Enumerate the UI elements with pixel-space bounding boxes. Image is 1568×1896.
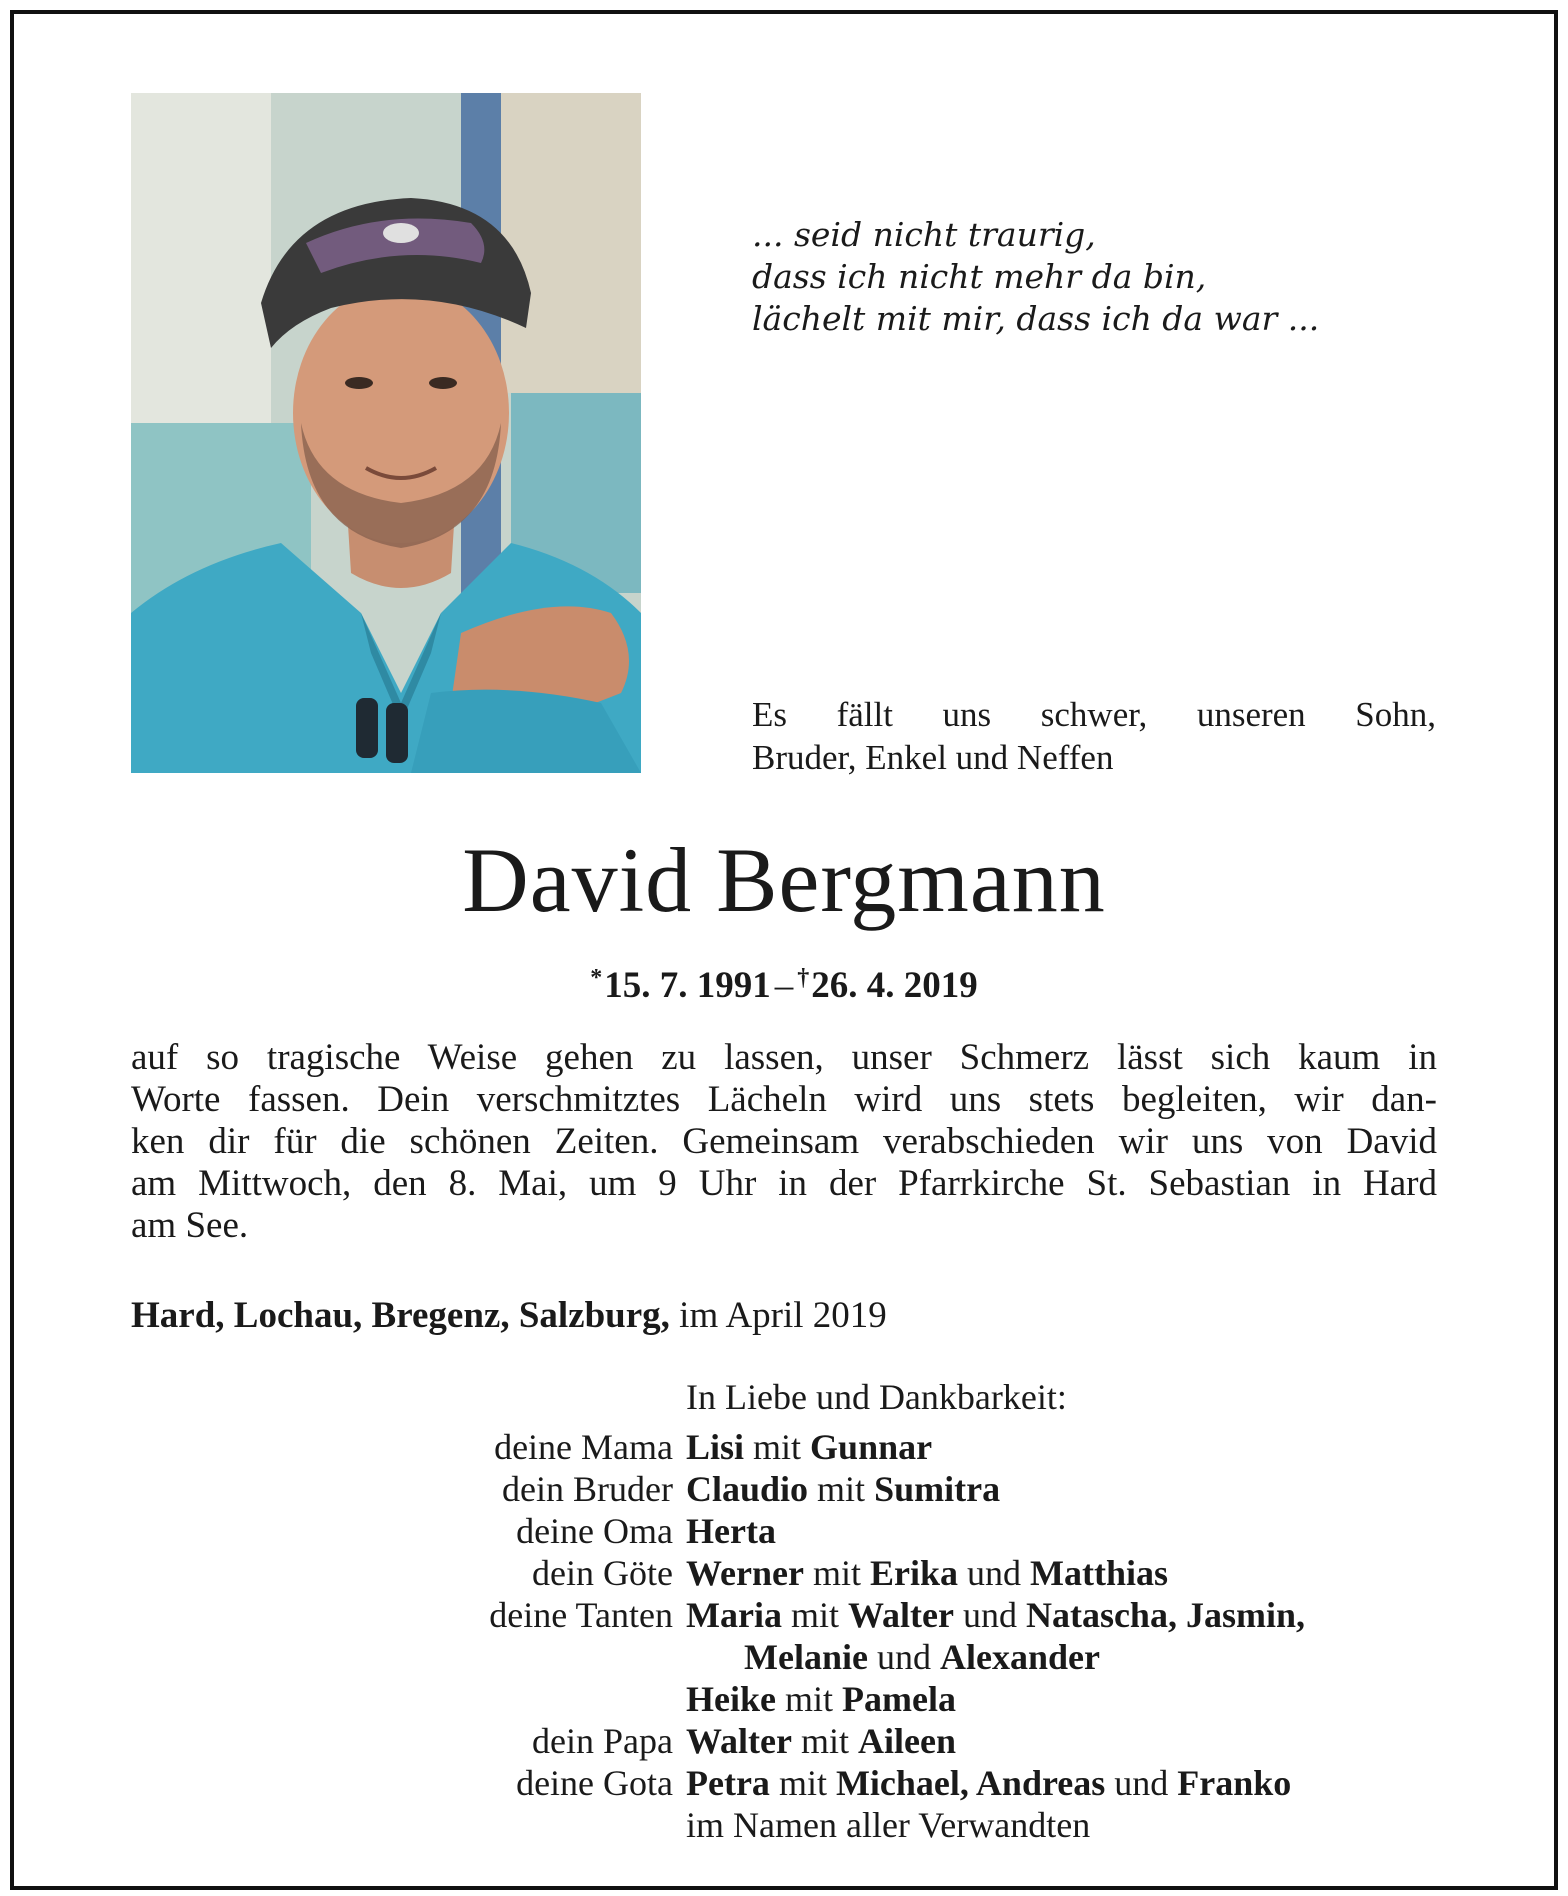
body-line: am See. [131,1205,249,1246]
death-date: 26. 4. 2019 [811,965,978,1006]
family-member-name: Michael, Andreas [835,1763,1106,1803]
family-names [686,1426,932,1468]
family-member-name: Walter [686,1721,792,1761]
signature-row [0,1804,1568,1846]
family-member-name: Petra [686,1763,770,1803]
quote-line: dass ich nicht mehr da bin, [752,257,1207,296]
connector-text: mit [769,1763,836,1803]
family-names [686,1594,1305,1636]
connector-text: und [957,1553,1030,1593]
connector-text: mit [781,1595,848,1635]
connector-text: im Namen aller Verwandten [686,1805,1091,1845]
relation-label: dein Bruder [502,1469,673,1509]
intro-text [752,693,1436,779]
relation-label: dein Göte [532,1553,673,1593]
family-member-name: Herta [686,1511,776,1551]
connector-text: mit [803,1553,870,1593]
family-names [686,1510,776,1552]
relation-label: deine Gota [516,1763,673,1803]
signature-row [0,1678,1568,1720]
date-separator: – [774,965,794,1006]
family-member-name: Werner [686,1553,804,1593]
family-names [744,1636,1100,1678]
signature-heading: In Liebe und Dankbarkeit: [686,1377,1067,1417]
relation-label: deine Oma [516,1511,673,1551]
family-names [686,1762,1291,1804]
signature-row [0,1594,1568,1636]
family-member-name: Pamela [842,1679,956,1719]
family-member-name: Claudio [686,1469,809,1509]
family-member-name: Aileen [857,1721,956,1761]
connector-text: und [1105,1763,1178,1803]
signature-row [0,1762,1568,1804]
family-member-name: Alexander [939,1637,1100,1677]
death-symbol: † [797,965,810,991]
body-line: auf so tragische Weise gehen zu lassen, unser Schmerz lässt sich kaum in [131,1037,1437,1078]
family-names [686,1720,956,1762]
quote-line: lächelt mit mir, dass ich da war ... [752,299,1320,338]
deceased-name: David Bergmann [462,829,1106,931]
family-member-name: Sumitra [874,1469,1001,1509]
family-member-name: Maria [686,1595,782,1635]
life-dates [0,955,1568,1009]
connector-text: mit [791,1721,858,1761]
body-line: am Mittwoch, den 8. Mai, um 9 Uhr in der Pfarrkirche St. Sebastian in Hard [131,1163,1437,1204]
signature-row [0,1468,1568,1510]
body-line: ken dir für die schönen Zeiten. Gemeinsam verabschieden wir uns von David [131,1121,1437,1162]
relation-label: deine Tanten [489,1595,673,1635]
intro-line: Bruder, Enkel und Neffen [752,738,1114,777]
signature-row [0,1636,1568,1678]
family-names [686,1804,1090,1846]
notice-date: im April 2019 [679,1295,887,1336]
signature-row [0,1720,1568,1762]
connector-text: mit [775,1679,842,1719]
connector-text: und [953,1595,1026,1635]
connector-text: mit [744,1427,811,1467]
towns: Hard, Lochau, Bregenz, Salzburg, [131,1295,670,1336]
signature-row [0,1552,1568,1594]
connector-text: und [867,1637,940,1677]
relation-label: dein Papa [532,1721,673,1761]
family-member-name: Melanie [744,1637,868,1677]
family-member-name: Gunnar [810,1427,933,1467]
family-member-name: Natascha, Jasmin, [1025,1595,1305,1635]
place-date-line [131,1293,887,1339]
family-member-name: Heike [686,1679,776,1719]
family-member-name: Matthias [1029,1553,1168,1593]
signature-list [0,1426,1568,1846]
body-text [131,1037,1437,1247]
relation-label: deine Mama [494,1427,673,1467]
signature-row [0,1510,1568,1552]
portrait-illustration [131,93,641,773]
signature-row [0,1426,1568,1468]
birth-symbol: * [590,965,603,991]
family-member-name: Erika [869,1553,958,1593]
birth-date: 15. 7. 1991 [604,965,771,1006]
family-names [686,1678,956,1720]
body-line: Worte fassen. Dein verschmitztes Lächeln wird uns stets begleiten, wir dan- [131,1079,1437,1120]
family-names [686,1468,1000,1510]
intro-line: Es fällt uns schwer, unseren Sohn, [752,695,1436,734]
family-member-name: Lisi [686,1427,745,1467]
portrait-photo [131,93,641,773]
connector-text: mit [808,1469,875,1509]
quote-line: ... seid nicht traurig, [752,215,1096,254]
family-member-name: Walter [847,1595,954,1635]
family-member-name: Franko [1177,1763,1292,1803]
quote [752,214,1319,340]
family-names [686,1552,1168,1594]
